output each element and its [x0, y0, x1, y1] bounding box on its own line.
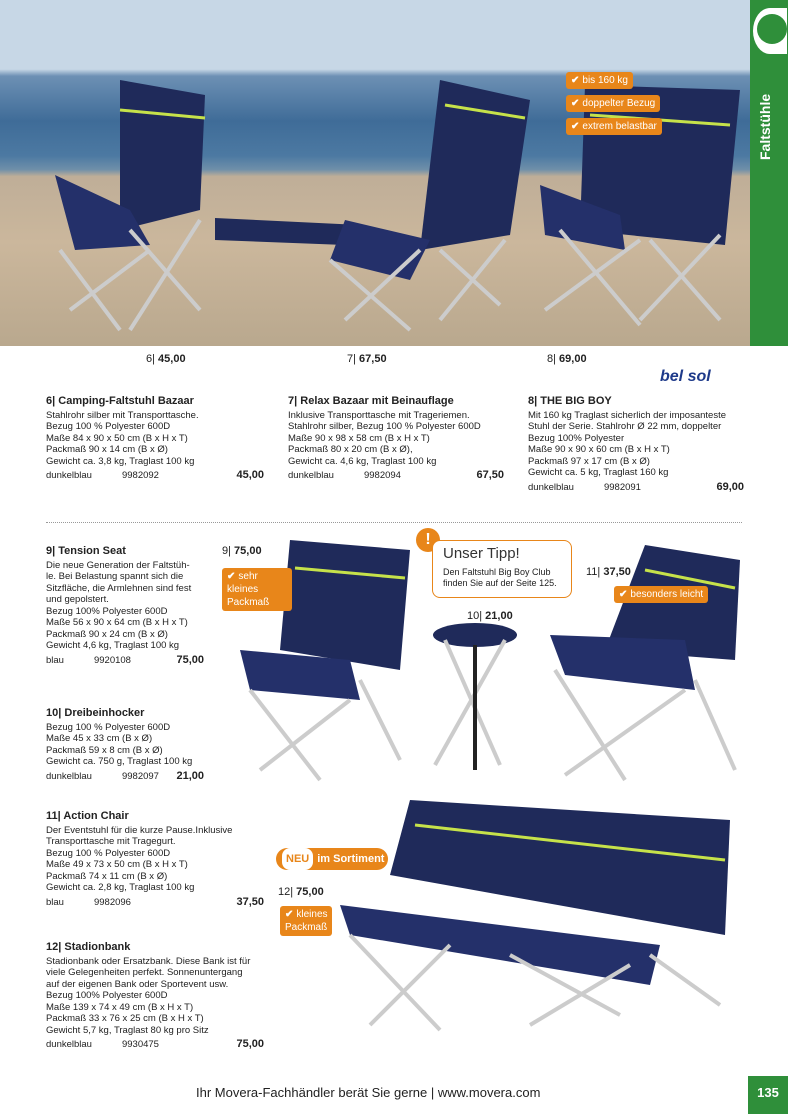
badge-small-pack: ✔ sehr kleines Packmaß: [222, 568, 292, 611]
check-icon: ✔: [227, 571, 236, 582]
photo-price-10: 10| 21,00: [467, 610, 513, 622]
product-7: 7| Relax Bazaar mit Beinauflage Inklusive Transporttasche mit Trageriemen. Stahlrohr silber, Bezug 100 % Polyester 600D Maße 90 x 98 x 58 cm (B x H x T) Packmaß 80 x 20 cm (B x Ø), Gewicht ca. 4,6 kg, Traglast 100 kg dunkelblau 9982094 67,50: [288, 395, 504, 481]
check-icon: ✔: [619, 589, 628, 600]
product-title: 8| THE BIG BOY: [528, 395, 612, 407]
product-11: 11| Action Chair Der Eventstuhl für die kurze Pause.Inklusive Transporttasche mit Tragegurt. Bezug 100 % Polyester 600D Maße 49 x 73 x 50 cm (B x H x T) Packmaß 74 x 11 cm (B x Ø) Gewicht ca. 2,8 kg, Traglast 100 kg blau 9982096 37,50: [46, 810, 264, 908]
check-icon: ✔: [285, 909, 294, 920]
brand-logo: bel sol: [660, 368, 711, 385]
check-icon: ✔: [571, 75, 580, 86]
page-number: 135: [748, 1076, 788, 1114]
product-9: 9| Tension Seat Die neue Generation der Faltstüh- le. Bei Belastung spannt sich die Sitzfläche, die Armlehnen sind fest und gepolstert. Bezug 100% Polyester 600D Maße 56 x 90 x 64 cm (B x H x T) Packmaß 90 x 24 cm (B x Ø) Gewicht 4,6 kg, Traglast 100 kg blau 9920108 75,00: [46, 545, 204, 666]
product-8: 8| THE BIG BOY Mit 160 kg Traglast sicherlich der imposanteste Stuhl der Serie. Stahlrohr Ø 22 mm, doppelter Bezug 100% Polyester Maße 90 x 90 x 60 cm (B x H x T) Packmaß 97 x 17 cm (B x Ø) Gewicht ca. 5 kg, Traglast 160 kg dunkelblau 9982091 69,00: [528, 395, 744, 493]
chair-logo-icon: [753, 8, 787, 54]
hero-chairs-illustration: [0, 0, 750, 346]
hero-photo: [0, 0, 750, 346]
badge-weight: ✔ bis 160 kg: [566, 72, 633, 89]
product-12: 12| Stadionbank Stadionbank oder Ersatzbank. Diese Bank ist für viele Gelegenheiten perfekt. Sonnenuntergang auf der eigenen Bank oder Sportevent usw. Bezug 100% Polyester 600D Maße 139 x 74 x 49 cm (B x H x T) Packmaß 33 x 76 x 25 cm (B x H x T) Gewicht 5,7 kg, Traglast 80 kg pro Sitz dunkelblau 9930475 75,00: [46, 941, 264, 1050]
badge-small-pack-2: ✔ kleines Packmaß: [280, 906, 332, 936]
badge-robust: ✔ extrem belastbar: [566, 118, 662, 135]
tip-exclamation-icon: !: [416, 528, 440, 552]
footer: [0, 1076, 788, 1114]
category-band: [750, 0, 788, 346]
hero-price-8: 8| 69,00: [547, 353, 587, 365]
footer-text: Ihr Movera-Fachhändler berät Sie gerne | www.movera.com: [196, 1085, 541, 1100]
product-title: 10| Dreibeinhocker: [46, 707, 145, 719]
product-title: 7| Relax Bazaar mit Beinauflage: [288, 395, 454, 407]
chair-7-illustration: [215, 80, 530, 330]
new-in-range-badge: NEU im Sortiment: [276, 848, 388, 870]
section-divider: [46, 522, 742, 523]
photo-price-9: 9| 75,00: [222, 545, 262, 557]
badge-double-cover: ✔ doppelter Bezug: [566, 95, 660, 112]
product-title: 12| Stadionbank: [46, 941, 131, 953]
product-title: 9| Tension Seat: [46, 545, 126, 557]
action-chair-illustration: [545, 540, 745, 790]
product-title: 11| Action Chair: [46, 810, 129, 822]
check-icon: ✔: [571, 121, 580, 132]
photo-price-11: 11| 37,50: [586, 566, 631, 578]
hero-price-6: 6| 45,00: [146, 353, 186, 365]
tip-text: Den Faltstuhl Big Boy Club finden Sie auf der Seite 125.: [443, 567, 557, 588]
product-title: 6| Camping-Faltstuhl Bazaar: [46, 395, 194, 407]
tip-title: Unser Tipp!: [443, 545, 520, 562]
product-10: 10| Dreibeinhocker Bezug 100 % Polyester 600D Maße 45 x 33 cm (B x Ø) Packmaß 59 x 8 cm (B x Ø) Gewicht ca. 750 g, Traglast 100 kg dunkelblau 9982097 21,00: [46, 707, 204, 782]
stadium-bench-illustration: [330, 795, 730, 1040]
check-icon: ✔: [571, 98, 580, 109]
category-label: Faltstühle: [757, 93, 773, 160]
chair-6-illustration: [55, 80, 205, 330]
product-6: 6| Camping-Faltstuhl Bazaar Stahlrohr silber mit Transporttasche. Bezug 100 % Polyester 600D Maße 84 x 90 x 50 cm (B x H x T) Packmaß 90 x 14 cm (B x Ø) Gewicht ca. 3,8 kg, Traglast 100 kg dunkelblau 9982092 45,00: [46, 395, 264, 481]
stool-illustration: [425, 615, 525, 775]
badge-light: ✔ besonders leicht: [614, 586, 708, 603]
tip-box: [432, 540, 572, 598]
hero-price-7: 7| 67,50: [347, 353, 387, 365]
photo-price-12: 12| 75,00: [278, 886, 324, 898]
